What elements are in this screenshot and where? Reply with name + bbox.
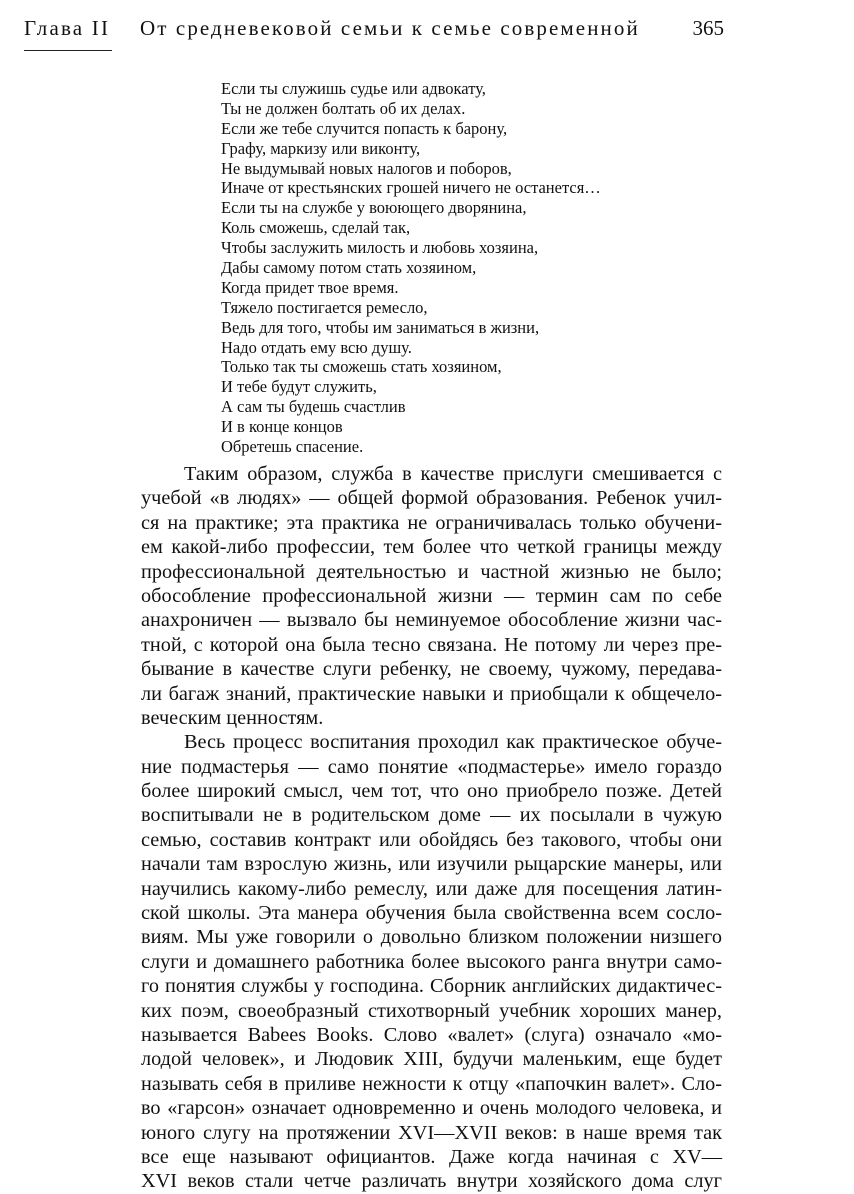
poem-line: Если же тебе случится попасть к барону, <box>221 118 508 138</box>
poem-line: Надо отдать ему всю душу. <box>221 337 412 357</box>
poem-line: Коль сможешь, сделай так, <box>221 218 411 238</box>
running-header <box>0 16 854 50</box>
text-line: Весь процесс воспитания проходил как практическое обуче- <box>184 731 722 754</box>
paragraph <box>141 462 722 730</box>
text-line: веческим ценностям. <box>141 706 324 729</box>
text-line: анахроничен — вызвало бы неминуемое обособление жизни час- <box>141 609 722 632</box>
text-line: обособление профессиональной жизни — термин сам по себе <box>141 584 722 607</box>
text-line: XVI веков стали четче различать внутри хозяйского дома слуг <box>141 1170 722 1193</box>
poem-line: Иначе от крестьянских грошей ничего не останется… <box>221 178 601 198</box>
poem-block <box>221 79 741 457</box>
text-line: воспитывали не в родительском доме — их посылали в чужую <box>141 804 722 827</box>
text-line: ли багаж знаний, практические навыки и приобщали к общечело- <box>141 682 722 705</box>
text-line: профессиональной деятельностью и частной жизнью не было; <box>141 560 722 583</box>
poem-line: Графу, маркизу или виконту, <box>221 138 421 158</box>
text-line: ние подмастерья — само понятие «подмастерье» имело гораздо <box>141 755 722 778</box>
body-text <box>141 462 722 1194</box>
text-line: виям. Мы уже говорили о довольно близком положении низшего <box>141 926 722 949</box>
poem-line: Ведь для того, чтобы им заниматься в жизни, <box>221 317 540 337</box>
text-line: Таким образом, служба в качестве прислуги смешивается с <box>184 463 722 485</box>
text-line: го понятия службы у господина. Сборник английских дидактичес- <box>141 975 722 998</box>
text-line: называть себя в приливе нежности к отцу «папочкин валет». Сло- <box>141 1072 722 1095</box>
text-line: лодой человек», и Людовик XIII, будучи маленьким, еще будет <box>141 1048 722 1071</box>
poem-line: А сам ты будешь счастлив <box>221 397 406 417</box>
text-line: ся на практике; эта практика не ограничивалась только обучени- <box>141 511 722 534</box>
header-rule <box>24 50 112 51</box>
poem-line: И в конце концов <box>221 417 343 437</box>
poem-line: Тяжело постигается ремесло, <box>221 297 428 317</box>
text-line: все еще называют официантов. Даже когда начиная с XV— <box>141 1145 722 1168</box>
text-line: тной, с которой она была тесно связана. Не потому ли через пре- <box>141 633 722 656</box>
poem-line: Если ты служишь судье или адвокату, <box>221 79 486 98</box>
poem-line: И тебе будут служить, <box>221 377 377 397</box>
text-line: научились какому-либо ремеслу, или даже для посещения латин- <box>141 877 722 900</box>
poem-line: Чтобы заслужить милость и любовь хозяина, <box>221 238 539 258</box>
text-line: начали там взрослую жизнь, или изучили рыцарские манеры, или <box>141 853 722 876</box>
text-line: юного слугу на протяжении XVI—XVII веков: в наше время так <box>141 1121 722 1144</box>
text-line: во «гарсон» означает одновременно и очень молодого человека, и <box>141 1097 722 1120</box>
text-line: ких поэм, своеобразный стихотворный учебник хороших манер, <box>141 999 722 1022</box>
page-number: 365 <box>692 16 724 40</box>
text-line: учебой «в людях» — общей формой образования. Ребенок учил- <box>141 487 722 510</box>
poem-line: Не выдумывай новых налогов и поборов, <box>221 158 512 178</box>
poem-line: Ты не должен болтать об их делах. <box>221 98 466 118</box>
poem-line: Только так ты сможешь стать хозяином, <box>221 357 502 377</box>
text-line: ской школы. Эта манера обучения была свойственна всем сосло- <box>141 902 722 925</box>
running-title: От средневековой семьи к семье современной <box>140 16 640 40</box>
text-line: более широкий смысл, чем тот, что оно приобрело позже. Детей <box>141 780 722 803</box>
paragraph <box>141 730 722 1193</box>
poem-line: Если ты на службе у воюющего дворянина, <box>221 198 527 218</box>
poem-line: Когда придет твое время. <box>221 277 399 297</box>
text-line: семью, составив контракт или обойдясь без такового, чтобы они <box>141 828 722 851</box>
chapter-label: Глава II <box>24 16 111 40</box>
poem-line: Обретешь спасение. <box>221 437 364 457</box>
poem-line: Дабы самому потом стать хозяином, <box>221 258 477 278</box>
text-line: называется Babees Books. Слово «валет» (слуга) означало «мо- <box>141 1023 722 1046</box>
text-line: ем какой-либо профессии, тем более что четкой границы между <box>141 536 722 559</box>
text-line: слуги и домашнего работника более высокого ранга внутри само- <box>141 950 722 973</box>
text-line: бывание в качестве слуги ребенку, не своему, чужому, передава- <box>141 658 722 681</box>
